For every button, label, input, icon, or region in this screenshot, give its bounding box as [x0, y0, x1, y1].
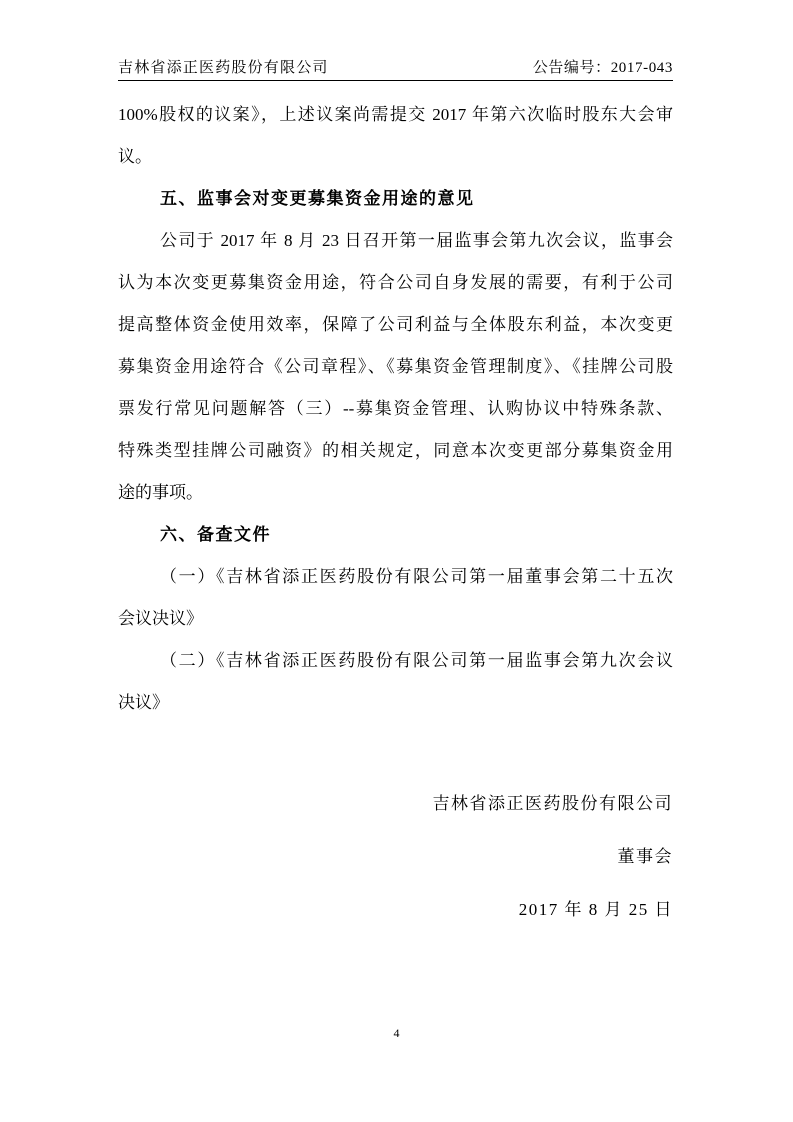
- section-heading: 六、备查文件: [160, 525, 271, 544]
- reference-item-line: （一）《吉林省添正医药股份有限公司第一届董事会第二十五次: [160, 567, 673, 586]
- body-line: 提高整体资金使用效率，保障了公司利益与全体股东利益，本次变更: [118, 315, 673, 334]
- body-line: 认为本次变更募集资金用途，符合公司自身发展的需要，有利于公司: [118, 273, 673, 292]
- signature-date: 2017 年 8 月 25 日: [518, 900, 673, 919]
- body-line: 途的事项。: [118, 483, 203, 502]
- page-header: [118, 56, 673, 81]
- section-heading: 五、监事会对变更募集资金用途的意见: [160, 189, 475, 208]
- reference-item-line: 会议决议》: [118, 609, 203, 628]
- body-line: 议。: [118, 147, 152, 166]
- page-number: 4: [393, 1026, 400, 1040]
- body-line: 公司于 2017 年 8 月 23 日召开第一届监事会第九次会议，监事会: [160, 231, 673, 250]
- body-line: 特殊类型挂牌公司融资》的相关规定，同意本次变更部分募集资金用: [118, 441, 673, 460]
- body-line: 票发行常见问题解答（三）--募集资金管理、认购协议中特殊条款、: [118, 399, 673, 418]
- reference-item-line: 决议》: [118, 693, 169, 712]
- signature-board: 董事会: [617, 847, 673, 866]
- body-line: 募集资金用途符合《公司章程》、《募集资金管理制度》、《挂牌公司股: [118, 357, 673, 376]
- header-company-name: 吉林省添正医药股份有限公司: [118, 60, 329, 76]
- signature-company: 吉林省添正医药股份有限公司: [432, 794, 673, 813]
- body-line: 100%股权的议案》，上述议案尚需提交 2017 年第六次临时股东大会审: [118, 105, 673, 124]
- signature-block: [373, 777, 673, 936]
- reference-item-line: （二）《吉林省添正医药股份有限公司第一届监事会第九次会议: [160, 651, 673, 670]
- document-body: [118, 94, 673, 724]
- header-notice-number: 公告编号：2017-043: [532, 60, 673, 76]
